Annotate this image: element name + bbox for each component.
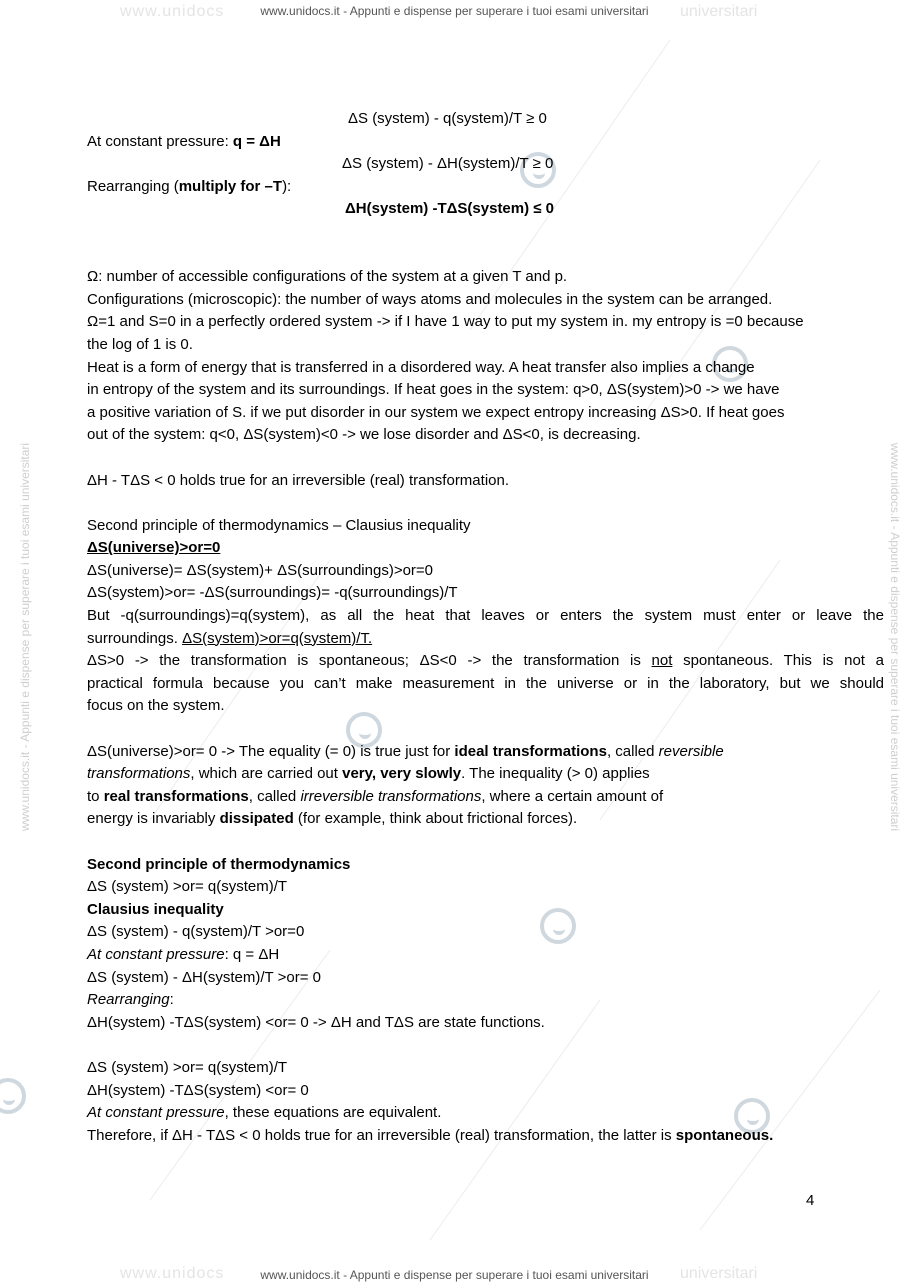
text-line: ΔH(system) -TΔS(system) <or= 0 -> ΔH and TΔS are state functions. <box>87 1013 545 1031</box>
text-line: the log of 1 is 0. <box>87 335 193 353</box>
text-line: practical formula because you can’t make measurement in the universe or in the laboratory, but we should <box>87 674 884 692</box>
text-line: ΔS(universe)>or= 0 -> The equality (= 0) is true just for ideal transformations, called reversible <box>87 742 724 760</box>
text-line: Rearranging: <box>87 991 174 1009</box>
text-line: ΔS(system)>or= -ΔS(surroundings)= -q(surroundings)/T <box>87 584 458 602</box>
text-line: a positive variation of S. if we put disorder in our system we expect entropy increasing ΔS>0. If heat goes <box>87 403 785 421</box>
text-line: surroundings. ΔS(system)>or=q(system)/T. <box>87 629 373 647</box>
watermark-ghost-left: www.unidocs <box>120 3 225 20</box>
text-line: to real transformations, called irreversible transformations, where a certain amount of <box>87 787 664 805</box>
text-line: ΔH(system) -TΔS(system) <or= 0 <box>87 1081 309 1099</box>
text-line: Therefore, if ΔH - TΔS < 0 holds true for an irreversible (real) transformation, the latter is spontaneous. <box>87 1126 774 1144</box>
watermark-footer: www.unidocs.it - Appunti e dispense per superare i tuoi esami universitari <box>260 1268 649 1282</box>
watermark-ghost-left: www.unidocs <box>120 1265 225 1282</box>
text-line: out of the system: q<0, ΔS(system)<0 -> we lose disorder and ΔS<0, is decreasing. <box>87 426 641 444</box>
watermark-header: www.unidocs.it - Appunti e dispense per superare i tuoi esami universitari <box>260 4 649 18</box>
text-line: focus on the system. <box>87 697 225 715</box>
text-line: ΔS>0 -> the transformation is spontaneous; ΔS<0 -> the transformation is not spontaneous. This is not a <box>87 652 884 670</box>
text-line: ΔS (system) - ΔH(system)/T >or= 0 <box>87 968 321 986</box>
text-line: ΔS (system) >or= q(system)/T <box>87 878 288 896</box>
text-line: transformations, which are carried out very, very slowly. The inequality (> 0) applies <box>87 765 650 783</box>
watermark-side-right: www.unidocs.it - Appunti e dispense per superare i tuoi esami universitari <box>888 442 902 832</box>
section-title: Second principle of thermodynamics – Clausius inequality <box>87 516 471 534</box>
equation: ΔH(system) -TΔS(system) ≤ 0 <box>345 200 555 218</box>
subsection-title: Clausius inequality <box>87 900 224 918</box>
watermark-ghost-right: universitari <box>680 3 758 20</box>
text-line: ΔS(universe)= ΔS(system)+ ΔS(surroundings)>or=0 <box>87 561 434 579</box>
text-line: Configurations (microscopic): the number of ways atoms and molecules in the system can be arranged. <box>87 290 773 308</box>
text-line: But -q(surroundings)=q(system), as all the heat that leaves or enters the system must enter or leave the <box>87 607 884 625</box>
document-body <box>87 108 884 1147</box>
equation: ΔS (system) - ΔH(system)/T ≥ 0 <box>342 155 554 173</box>
text-line: energy is invariably dissipated (for example, think about frictional forces). <box>87 810 578 828</box>
text-line: Heat is a form of energy that is transferred in a disordered way. A heat transfer also implies a change <box>87 358 755 376</box>
text-line: Rearranging (multiply for –T): <box>87 177 292 195</box>
text-line: Ω: number of accessible configurations of the system at a given T and p. <box>87 268 568 286</box>
text-line: At constant pressure, these equations are equivalent. <box>87 1104 442 1122</box>
watermark-ghost-right: universitari <box>680 1265 758 1282</box>
text-line: ΔS (system) - q(system)/T >or=0 <box>87 923 305 941</box>
text-line: At constant pressure: q = ΔH <box>87 945 280 963</box>
equation: ΔS (system) - q(system)/T ≥ 0 <box>348 110 547 127</box>
page-number: 4 <box>806 1192 815 1209</box>
text-line: ΔS (system) >or= q(system)/T <box>87 1058 288 1076</box>
text-line: At constant pressure: q = ΔH <box>87 132 281 150</box>
text-line: in entropy of the system and its surroundings. If heat goes in the system: q>0, ΔS(system)>0 -> we have <box>87 381 780 399</box>
watermark-side-left: www.unidocs.it - Appunti e dispense per superare i tuoi esami universitari <box>18 442 32 832</box>
text-line: ΔS(universe)>or=0 <box>87 539 221 557</box>
text-line: ΔH - TΔS < 0 holds true for an irreversible (real) transformation. <box>87 471 509 489</box>
section-title: Second principle of thermodynamics <box>87 855 351 873</box>
text-line: Ω=1 and S=0 in a perfectly ordered system -> if I have 1 way to put my system in. my entropy is =0 because <box>87 313 804 331</box>
